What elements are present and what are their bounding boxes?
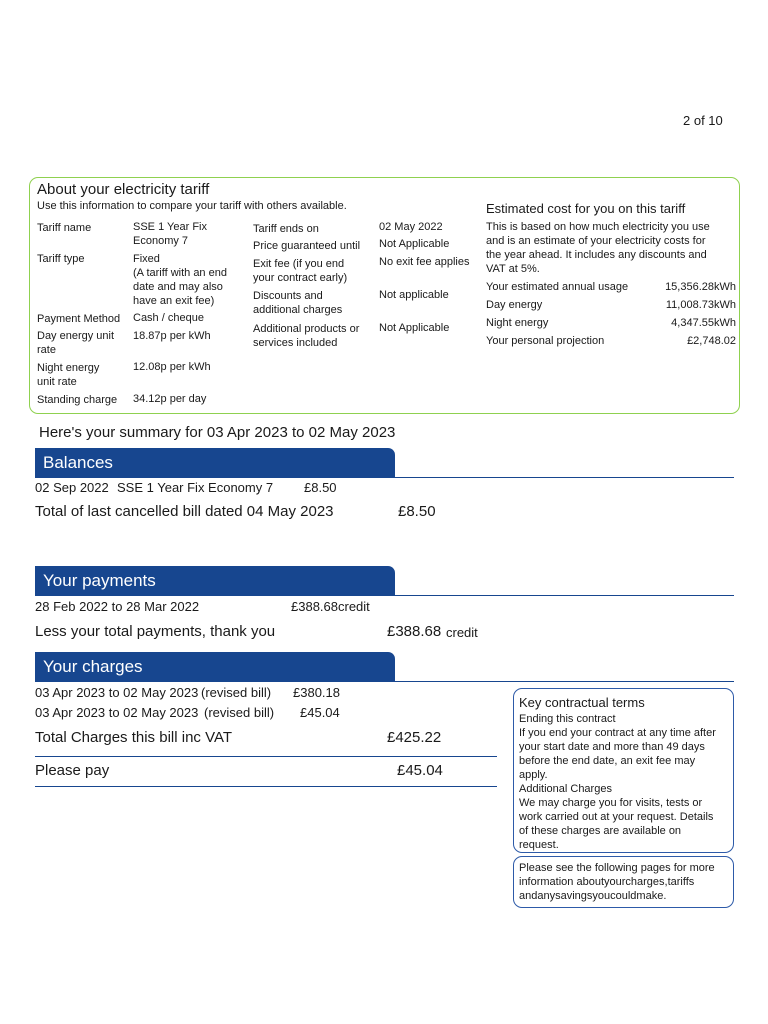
tariff-type-value-2: (A tariff with an end bbox=[133, 267, 227, 279]
night-energy-label: Night energy bbox=[486, 317, 549, 329]
discounts-label: Discounts and bbox=[253, 290, 323, 302]
charge-amount: £45.04 bbox=[300, 705, 340, 720]
estimate-row-labels bbox=[486, 280, 628, 348]
day-rate-label-2: rate bbox=[37, 344, 56, 356]
additional-products-value: Not Applicable bbox=[379, 322, 450, 334]
charge-note: (revised bill) bbox=[204, 705, 275, 720]
charge-amount: £380.18 bbox=[293, 685, 340, 700]
tariff-middle-labels bbox=[253, 222, 360, 350]
page-number: 2 of 10 bbox=[683, 113, 723, 128]
charges-total-amount: £425.22 bbox=[387, 729, 442, 746]
payments-rule bbox=[395, 595, 734, 596]
payments-header: Your payments bbox=[35, 566, 395, 596]
tariff-middle-values bbox=[379, 220, 470, 335]
night-rate-label: Night energy bbox=[37, 362, 100, 374]
day-energy-label: Day energy bbox=[486, 299, 543, 311]
exit-fee-value: No exit fee applies bbox=[379, 256, 470, 268]
night-rate-value: 12.08p per kWh bbox=[133, 361, 211, 373]
tariff-name-value: SSE 1 Year Fix bbox=[133, 221, 207, 233]
more-info-line: information aboutyourcharges,tariffs bbox=[519, 876, 695, 888]
please-pay-label: Please pay bbox=[35, 762, 110, 779]
estimate-desc-line: and is an estimate of your electricity costs for bbox=[486, 235, 706, 247]
exit-fee-label-2: your contract early) bbox=[253, 272, 348, 284]
balance-date: 02 Sep 2022 bbox=[35, 480, 109, 495]
charges-total-label: Total Charges this bill inc VAT bbox=[35, 729, 233, 746]
charges-rule bbox=[395, 681, 734, 682]
payments-credit-suffix: credit bbox=[446, 625, 478, 640]
day-rate-label: Day energy unit bbox=[37, 330, 115, 342]
key-terms-line: your start date and more than 49 days bbox=[519, 741, 705, 753]
key-terms-line: request. bbox=[519, 839, 559, 851]
annual-usage-label: Your estimated annual usage bbox=[486, 281, 629, 293]
tariff-type-label: Tariff type bbox=[37, 253, 85, 265]
tariff-title: About your electricity tariff bbox=[37, 181, 210, 198]
payment-method-value: Cash / cheque bbox=[133, 312, 204, 324]
key-terms-line: apply. bbox=[519, 769, 548, 781]
estimate-description bbox=[486, 220, 710, 276]
estimate-title: Estimated cost for you on this tariff bbox=[486, 201, 686, 216]
payment-period: 28 Feb 2022 to 28 Mar 2022 bbox=[35, 599, 200, 614]
charge-note: (revised bill) bbox=[201, 685, 272, 700]
night-rate-label-2: unit rate bbox=[37, 376, 77, 388]
key-terms-box bbox=[513, 688, 734, 853]
total-divider bbox=[35, 756, 497, 757]
annual-usage-value: 15,356.28kWh bbox=[665, 281, 736, 293]
payment-method-label: Payment Method bbox=[37, 313, 121, 325]
payment-amount: £388.68credit bbox=[291, 599, 370, 614]
estimate-desc-line: VAT at 5%. bbox=[486, 263, 540, 275]
charge-period: 03 Apr 2023 to 02 May 2023 bbox=[35, 705, 199, 720]
balances-header: Balances bbox=[35, 448, 395, 478]
key-terms-line: We may charge you for visits, tests or bbox=[519, 797, 703, 809]
payments-total-label: Less your total payments, thank you bbox=[35, 623, 276, 640]
tariff-name-value-2: Economy 7 bbox=[133, 235, 189, 247]
more-info-line: andanysavingsyoucouldmake. bbox=[519, 890, 667, 902]
pay-divider bbox=[35, 786, 497, 787]
tariff-ends-label: Tariff ends on bbox=[253, 223, 319, 235]
tariff-type-value: Fixed bbox=[133, 253, 160, 265]
key-terms-line: If you end your contract at any time after bbox=[519, 727, 716, 739]
personal-projection-label: Your personal projection bbox=[486, 335, 605, 347]
day-energy-value: 11,008.73kWh bbox=[665, 299, 736, 311]
standing-charge-label: Standing charge bbox=[37, 394, 118, 406]
tariff-type-value-3: date and may also bbox=[133, 281, 223, 293]
tariff-type-value-4: have an exit fee) bbox=[133, 295, 215, 307]
discounts-label-2: additional charges bbox=[253, 304, 343, 316]
balance-tariff: SSE 1 Year Fix Economy 7 bbox=[117, 480, 274, 495]
more-info-line: Please see the following pages for more bbox=[519, 862, 715, 874]
estimate-desc-line: This is based on how much electricity you use bbox=[486, 221, 710, 233]
key-terms-line: before the end date, an exit fee may bbox=[519, 755, 696, 767]
additional-products-label: Additional products or bbox=[253, 323, 360, 335]
payments-total-amount: £388.68 bbox=[387, 623, 442, 640]
key-terms-line: Ending this contract bbox=[519, 713, 616, 725]
estimate-desc-line: the year ahead. It includes any discounts and bbox=[486, 249, 707, 261]
price-guaranteed-value: Not Applicable bbox=[379, 238, 450, 250]
charges-header: Your charges bbox=[35, 652, 395, 682]
night-energy-value: 4,347.55kWh bbox=[671, 317, 736, 329]
please-pay-amount: £45.04 bbox=[397, 762, 443, 779]
balance-amount: £8.50 bbox=[304, 480, 337, 495]
balance-total-label: Total of last cancelled bill dated 04 May 2023 bbox=[35, 503, 334, 520]
price-guaranteed-label: Price guaranteed until bbox=[253, 240, 361, 252]
charge-period: 03 Apr 2023 to 02 May 2023 bbox=[35, 685, 199, 700]
key-terms-title: Key contractual terms bbox=[519, 695, 645, 710]
balances-rule bbox=[395, 477, 734, 478]
key-terms-line: of these charges are available on bbox=[519, 825, 682, 837]
tariff-ends-value: 02 May 2022 bbox=[379, 221, 443, 233]
estimate-row-values bbox=[626, 280, 736, 348]
more-info-box bbox=[513, 856, 734, 908]
standing-charge-value: 34.12p per day bbox=[133, 393, 207, 405]
personal-projection-value: £2,748.02 bbox=[687, 335, 736, 347]
key-terms-line: Additional Charges bbox=[519, 783, 612, 795]
tariff-left-labels bbox=[37, 221, 120, 407]
key-terms-line: work carried out at your request. Details bbox=[519, 811, 714, 823]
tariff-left-values bbox=[133, 220, 227, 406]
summary-heading: Here's your summary for 03 Apr 2023 to 02 May 2023 bbox=[39, 424, 396, 441]
discounts-value: Not applicable bbox=[379, 289, 449, 301]
tariff-name-label: Tariff name bbox=[37, 222, 92, 234]
tariff-subtitle: Use this information to compare your tariff with others available. bbox=[37, 200, 347, 212]
balance-total-amount: £8.50 bbox=[398, 503, 436, 520]
exit-fee-label: Exit fee (if you end bbox=[253, 258, 345, 270]
day-rate-value: 18.87p per kWh bbox=[133, 330, 211, 342]
additional-products-label-2: services included bbox=[253, 337, 338, 349]
